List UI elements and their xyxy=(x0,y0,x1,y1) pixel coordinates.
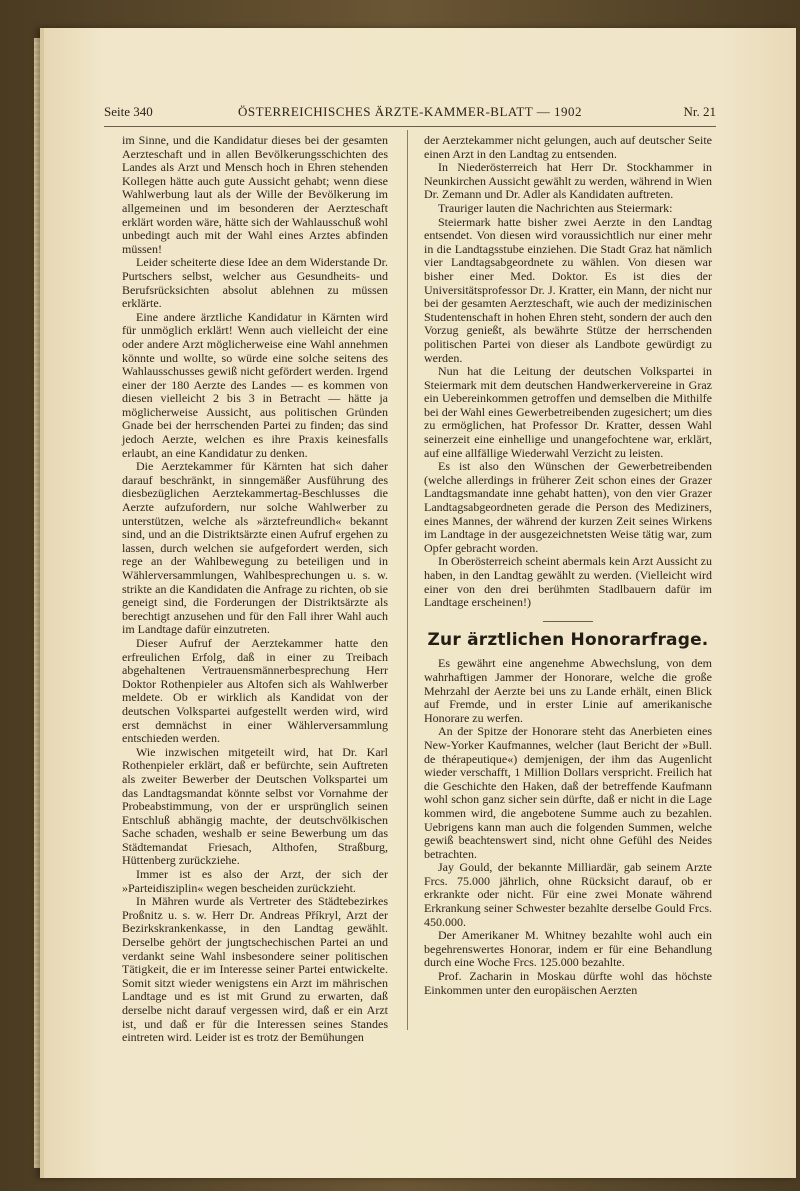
paragraph: Es ist also den Wünschen der Gewerbetreibenden (welche allerdings in früherer Zeit schon eines der Grazer Landtagsmandate inne gehabt hatten), von den vier Grazer Landtagsabgeordneten gerade die Person des Mediziners, eines Mannes, der während der kurzen Zeit seines Wirkens im Landtage in der ausgezeichnetsten Weise tätig war, zum Opfer gebracht worden. xyxy=(424,459,712,555)
header-rule xyxy=(104,126,716,127)
paragraph: Eine andere ärztliche Kandidatur in Kärnten wird für unmöglich erklärt! Wenn auch vielleicht der eine oder andere Arzt möglicherweise eine Wahl annehmen könnte und wollte, so würde eine solche seitens des Wahlausschusses gewiß nicht gefördert werden. Irgend einer der 180 Aerzte des Landes — es kommen von diesen vielleicht 2 bis 3 in Betracht — hätte ja möglicherweise Aussicht, aus politischen Gründen Gnade bei der herrschenden Partei zu finden; das sind jedoch Aerzte, welchen es ihre Praxis keinesfalls erlaubt, an eine Kandidatur zu denken. xyxy=(122,309,388,460)
section-separator xyxy=(543,621,593,622)
paragraph: Immer ist es also der Arzt, der sich der »Parteidisziplin« wegen bescheiden zurückzieht. xyxy=(122,867,388,895)
running-header xyxy=(104,104,716,122)
paragraph: In Oberösterreich scheint abermals kein Arzt Aussicht zu haben, in den Landtag gewählt zu werden. (Vielleicht wird einer von den drei berühmten Stadlbauern dafür im Landtage erscheinen!) xyxy=(424,554,712,610)
paragraph: Steiermark hatte bisher zwei Aerzte in den Landtag entsendet. Von diesen wird voraussichtlich nur einer mehr in die Landtagsstube einziehen. Die Stadt Graz hat nämlich vier Landtagsabgeordnete zu wählen. Von diesen war bisher einer Med. Doktor. Es ist dies der Universitätsprofessor Dr. J. Kratter, ein Mann, der nicht nur bei der gesamten Aerzteschaft, wie auch der medizinischen Studentenschaft in hohen Ehren steht, sondern der auch den Vorzug genießt, als bewährte Stütze der herrschenden politischen Partei von dieser als Landbote gewürdigt zu werden. xyxy=(424,214,712,365)
paragraph: Prof. Zacharin in Moskau dürfte wohl das höchste Einkommen unter den europäischen Aerzten xyxy=(424,969,712,997)
page-number: Seite 340 xyxy=(104,104,153,119)
paragraph: Leider scheiterte diese Idee an dem Widerstande Dr. Purtschers selbst, welcher aus Gesundheits- und Berufsrücksichten absolut ablehnen zu müssen erklärte. xyxy=(122,255,388,311)
paragraph: In Mähren wurde als Vertreter des Städtebezirkes Proßnitz u. s. w. Herr Dr. Andreas Příkryl, Arzt der Bezirkskrankenkasse, in den Landtag gewählt. Derselbe gehört der jungtschechischen Partei an und verdankt seine Wahl insbesondere seiner politischen Tätigkeit, die er im Interesse seiner Partei entwickelte. Somit sitzt wieder wenigstens ein Arzt im mährischen Landtage und es ist mit Grund zu erwarten, daß derselbe nicht darauf vergessen wird, daß er ein Arzt ist, und daß er für die Interessen seines Standes eintreten wird. Leider ist es trotz der Bemühungen xyxy=(122,894,388,1045)
paragraph: In Niederösterreich hat Herr Dr. Stockhammer in Neunkirchen Aussicht gewählt zu werden, während in Wien Dr. Zemann und Dr. Adler als Kandidaten auftreten. xyxy=(424,160,712,202)
paragraph: Jay Gould, der bekannte Milliardär, gab seinem Arzte Frcs. 75.000 jährlich, ohne Rücksicht darauf, ob er erkrankte oder nicht. Für eine zwei Monate während Erkrankung seiner Schwester bezahlte derselbe Gould Frcs. 450.000. xyxy=(424,860,712,929)
journal-title: ÖSTERREICHISCHES ÄRZTE-KAMMER-BLATT — 1902 xyxy=(238,104,582,119)
left-column xyxy=(122,134,388,1045)
right-column xyxy=(424,134,712,997)
paragraph: Dieser Aufruf der Aerztekammer hatte den erfreulichen Erfolg, daß in einer zu Treibach abgehaltenen Vertrauensmännerbesprechung Herr Doktor Rothenpieler aus Altofen sich als Wahlwerber meldete. Ob er wirklich als Kandidat von der deutschen Volkspartei aufgestellt werden wird, wird erst demnächst in einer Wählerversammlung entschieden werden. xyxy=(122,635,388,746)
paragraph: Es gewährt eine angenehme Abwechslung, von dem wahrhaftigen Jammer der Honorare, welche die große Mehrzahl der Aerzte bei uns zu Lande erhält, einen Blick auf Fremde, und in erster Linie auf amerikanische Honorare zu werfen. xyxy=(424,656,712,725)
paragraph: im Sinne, und die Kandidatur dieses bei der gesamten Aerzteschaft und in allen Bevölkerungsschichten des Landes als Arzt und Mensch hoch in Ehren stehenden Kollegen hätte auch gute Aussicht gehabt; wenn diese Wahlwerbung laut als der Wille der Bevölkerung im allgemeinen und im besonderen der Aerzteschaft erklärt worden wäre, hätte sich der Wahlausschuß wohl unbedingt auch mit der Wahl eines Arztes abfinden müssen! xyxy=(122,133,388,256)
paragraph: Nun hat die Leitung der deutschen Volkspartei in Steiermark mit dem deutschen Handwerkervereine in Graz ein Uebereinkommen getroffen und demselben die Mithilfe bei der Wahl eines Gewerbetreibenden zugesichert; um dies zu ermöglichen, hat Professor Dr. Kratter, dessen Wahl seinerzeit eine einhellige und unangefochtene war, erklärt, auf eine allfällige Wiederwahl Verzicht zu leisten. xyxy=(424,364,712,460)
paragraph: Die Aerztekammer für Kärnten hat sich daher darauf beschränkt, in sinngemäßer Ausführung des diesbezüglichen Aerztekammertag-Beschlusses die Aerzte aufzufordern, nur solche Wahlwerber zu unterstützen, welche als »ärztefreundlich« bekannt sind, und an die Distriktsärzte einen Aufruf ergehen zu lassen, durch welchen sie aufgefordert werden, sich rege an der Wahlbewegung zu beteiligen und in Wählerversammlungen, Wahlbesprechungen u. s. w. strikte an die Kandidaten die Anfrage zu richten, ob sie geneigt sind, die Forderungen der Distriktsärzte als berechtigt anzusehen und für den Fall ihrer Wahl auch im Landtage dafür einzutreten. xyxy=(122,459,388,637)
issue-number: Nr. 21 xyxy=(683,104,716,119)
paragraph: An der Spitze der Honorare steht das Anerbieten eines New-Yorker Kaufmannes, welcher (laut Bericht der »Bull. de thérapeutique«) demjenigen, der ihm das Augenlicht wieder verschafft, 1 Million Dollars verspricht. Freilich hat die Geschichte den Haken, daß der betreffende Kaufmann wohl schon ganz sicher sein dürfte, daß er nicht in die Lage kommen wird, die angebotene Summe auch zu bezahlen. Uebrigens kann man auch die folgenden Summen, welche gewiß beachtenswert sind, nicht ohne Gefühl des Neides betrachten. xyxy=(424,724,712,861)
column-divider xyxy=(407,130,408,1030)
paragraph: Der Amerikaner M. Whitney bezahlte wohl auch ein begehrenswertes Honorar, indem er für eine Behandlung durch eine Woche Frcs. 125.000 bezahlte. xyxy=(424,928,712,970)
paragraph: Wie inzwischen mitgeteilt wird, hat Dr. Karl Rothenpieler erklärt, daß er befürchte, sein Auftreten als zweiter Bewerber der Deutschen Volkspartei um das Landtagsmandat könnte selbst vor Vornahme der Probeabstimmung, von der er ursprünglich seinen Entschluß abhängig machte, der deutschvölkischen Sache schaden, weshalb er seine Bewerbung um das Städtemandat Friesach, Althofen, Straßburg, Hüttenberg zurückziehe. xyxy=(122,744,388,868)
paragraph: Trauriger lauten die Nachrichten aus Steiermark: xyxy=(438,200,673,215)
paragraph: der Aerztekammer nicht gelungen, auch auf deutscher Seite einen Arzt in den Landtag zu entsenden. xyxy=(424,133,712,161)
section-heading: Zur ärztlichen Honorarfrage. xyxy=(427,629,709,650)
